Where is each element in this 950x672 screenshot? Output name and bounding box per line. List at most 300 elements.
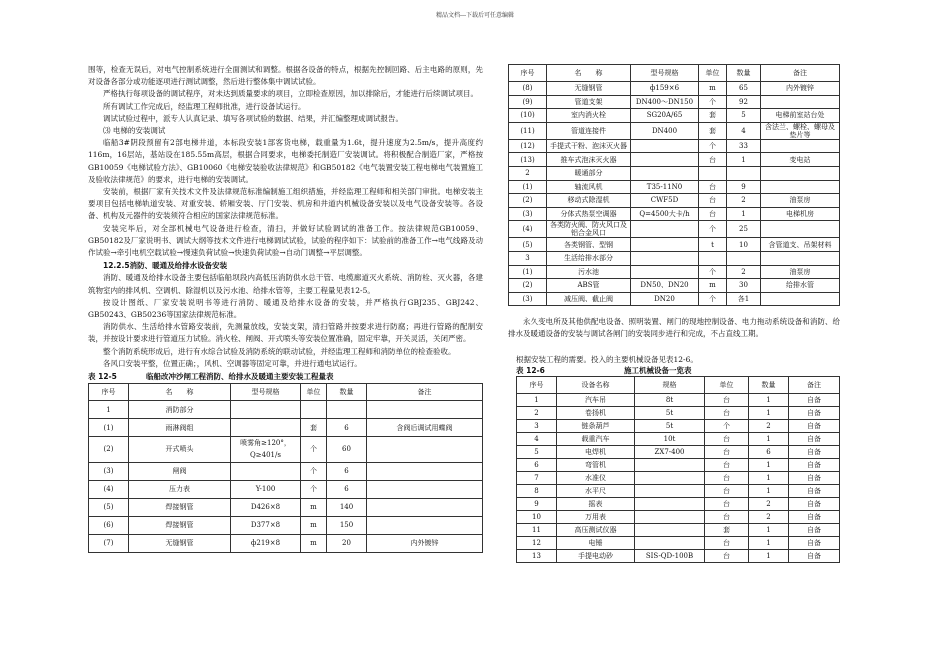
table-cell: 室内消火栓: [547, 109, 631, 123]
table-cell: 6: [327, 462, 367, 480]
table-cell: 65: [727, 82, 761, 96]
table-row: [89, 401, 483, 419]
table-cell: [231, 462, 301, 480]
table-cell: 5: [727, 109, 761, 123]
table-cell: DN20: [631, 292, 699, 306]
table-cell: 套: [301, 419, 327, 437]
table-cell: 9: [727, 180, 761, 194]
table-cell: 12: [517, 536, 557, 549]
table-cell: 各类钢管、型钢: [547, 238, 631, 252]
table-cell: [631, 265, 699, 279]
table-row: [509, 265, 840, 279]
page-header: 精品文档---下载后可任意编辑: [435, 12, 515, 19]
table-cell: 个: [705, 419, 749, 432]
table-cell: [635, 536, 705, 549]
table-cell: 消防部分: [129, 401, 231, 419]
table-cell: DN400～DN150: [631, 95, 699, 109]
table-cell: [631, 153, 699, 167]
table-cell: 5t: [635, 406, 705, 419]
table-cell: 自备: [789, 510, 840, 523]
table-cell: 60: [327, 437, 367, 462]
table-cell: (3): [509, 292, 547, 306]
column-header: 备注: [367, 384, 483, 401]
table-cell: (1): [509, 180, 547, 194]
table-cell: 1: [749, 393, 789, 406]
table-cell: 1: [749, 536, 789, 549]
table-title: 临船改冲沙闸工程消防、给排水及暖通主要安装工程量表: [146, 372, 334, 382]
table-cell: 手提式干粉、泡沫灭火器: [547, 139, 631, 153]
right-note-2: 根据安装工程的需要。投入的主要机械设备见表12-6。: [516, 354, 698, 364]
column-header: 序号: [509, 65, 547, 82]
table-cell: 2: [727, 265, 761, 279]
table-row: [517, 523, 840, 536]
table-12-6: [516, 376, 840, 563]
table-12-5: [88, 383, 483, 552]
table-cell: 自备: [789, 497, 840, 510]
table-cell: 个: [301, 437, 327, 462]
table-cell: 6: [517, 458, 557, 471]
table-cell: 焊接钢管: [129, 516, 231, 534]
table-cell: 3: [509, 251, 547, 265]
table-cell: (10): [509, 109, 547, 123]
table-cell: SIS-QD-100B: [635, 549, 705, 562]
table-cell: (5): [509, 238, 547, 252]
paragraph: 消防供水、生活给排水管路安装前，先测量放线，安装支架，清扫管路并按要求进行防腐；再进行管路的配制安装，并按设计要求进行管道压力试验。消火栓、闸阀、开式喷头等安装位置准确，固定牢靠，开关灵活，关闭严密。: [88, 322, 483, 344]
table-cell: [367, 498, 483, 516]
paragraph: 所有调试工作完成后，经监理工程师批准，进行设备试运行。: [103, 101, 306, 111]
table-cell: [761, 221, 840, 238]
table-cell: 闸阀: [129, 462, 231, 480]
table-cell: 1: [749, 458, 789, 471]
paragraph: ⑶ 电梯的安装调试: [103, 126, 166, 136]
table-cell: 污水池: [547, 265, 631, 279]
table-cell: 自备: [789, 458, 840, 471]
column-header: 备注: [789, 376, 840, 393]
table-row: [517, 432, 840, 445]
table-cell: SG20A/65: [631, 109, 699, 123]
paragraph: 安装完毕后，对全部机械电气设备进行检查，清扫，并做好试验调试的准备工作。按法律规范GB10059、GB50182及厂家说明书、调试大纲等技术文件进行电梯调试试验，试验的程序如下：试验前的准备工作→电气线路及动作试验→牵引电机空载试验→慢速负荷试验→快速负荷试验→自动门调整→平层调整。: [88, 223, 483, 258]
column-header: 型号规格: [631, 65, 699, 82]
paragraph: 严格执行每项设备的调试程序，对未达到质量要求的项目，立即检查原因，加以排除后，才能进行后续调试项目。: [103, 89, 478, 99]
table-cell: m: [301, 516, 327, 534]
table-cell: 1: [749, 406, 789, 419]
table-cell: [635, 510, 705, 523]
table-cell: 个: [699, 221, 727, 238]
table-cell: m: [301, 498, 327, 516]
table-cell: m: [699, 82, 727, 96]
table-cell: 载重汽车: [557, 432, 635, 445]
table-cell: 电梯机房: [761, 207, 840, 221]
table-row: [89, 480, 483, 498]
table-cell: [367, 437, 483, 462]
table-cell: 各类防火阀、防火风口及铝合金风口: [547, 221, 631, 238]
table-cell: 个: [699, 265, 727, 279]
table-cell: (3): [509, 207, 547, 221]
table-cell: 压力表: [129, 480, 231, 498]
table-cell: 1: [89, 401, 129, 419]
table-cell: [631, 139, 699, 153]
table-cell: 11: [517, 523, 557, 536]
table-cell: 无缝钢管: [547, 82, 631, 96]
table-cell: 2: [517, 406, 557, 419]
table-cell: 1: [517, 393, 557, 406]
table-cell: 水准仪: [557, 471, 635, 484]
table-cell: 卷扬机: [557, 406, 635, 419]
table-cell: 减压阀、截止阀: [547, 292, 631, 306]
table-cell: 给排水管: [761, 279, 840, 293]
table-cell: 150: [327, 516, 367, 534]
table-cell: [761, 166, 840, 180]
table-row: [509, 139, 840, 153]
table-cell: 8: [517, 484, 557, 497]
table-cell: 2: [509, 166, 547, 180]
table-cell: 台: [699, 207, 727, 221]
table-row: [517, 471, 840, 484]
table-cell: 台: [705, 406, 749, 419]
table-cell: 各1: [727, 292, 761, 306]
table-cell: 25: [727, 221, 761, 238]
paragraph: 按设计图纸、厂家安装说明书等进行消防、暖通及给排水设备的安装，并严格执行GBJ235、GBJ242、GB50243、GB50236等国家法律规范标准。: [88, 297, 483, 320]
table-cell: 台: [705, 484, 749, 497]
table-cell: 20: [327, 534, 367, 552]
table-cell: 7: [517, 471, 557, 484]
left-paragraphs-2: [88, 272, 483, 370]
table-row: [517, 536, 840, 549]
table-cell: (3): [89, 462, 129, 480]
table-row: [509, 166, 840, 180]
table-cell: 推车式泡沫灭火器: [547, 153, 631, 167]
paragraph: 围等，检查无误后，对电气控制系统进行全面测试和调整。根据各设备的特点，根据先控制回路、后主电路的原则，先对设备各部分或功能逐项进行测试调整，然后进行整体集中调试试验。: [88, 65, 483, 87]
table-row: [509, 180, 840, 194]
paragraph: 调试试验过程中，派专人认真记录、填写各项试验的数据、结果，并汇编整理成调试报告。: [103, 113, 403, 123]
table-cell: [761, 139, 840, 153]
table-row: [517, 419, 840, 432]
column-header: 规格: [635, 376, 705, 393]
table-cell: 10t: [635, 432, 705, 445]
table-cell: 开式喷头: [129, 437, 231, 462]
table-cell: 暖通部分: [547, 166, 631, 180]
table-cell: [367, 401, 483, 419]
table-cell: [761, 292, 840, 306]
table-cell: [231, 401, 301, 419]
column-header: 数量: [749, 376, 789, 393]
table-cell: 雨淋阀组: [129, 419, 231, 437]
table-row: [517, 484, 840, 497]
table-cell: (4): [89, 480, 129, 498]
table-cell: 1: [749, 523, 789, 536]
table-cell: 台: [699, 180, 727, 194]
table-cell: 自备: [789, 445, 840, 458]
table-cell: 套: [699, 109, 727, 123]
table-cell: m: [301, 534, 327, 552]
table-cell: 万用表: [557, 510, 635, 523]
table-cell: [727, 251, 761, 265]
table-cell: 焊接钢管: [129, 498, 231, 516]
table-cell: 2: [749, 419, 789, 432]
table-cell: 5: [517, 445, 557, 458]
table-cell: 个: [301, 480, 327, 498]
table-cell: 移动式除湿机: [547, 194, 631, 208]
table-cell: 台: [705, 393, 749, 406]
table-number: 表 12-5: [88, 372, 117, 382]
table-cell: [631, 221, 699, 238]
table-cell: 个: [699, 95, 727, 109]
table-cell: [635, 484, 705, 497]
table-cell: 套: [699, 122, 727, 139]
table-cell: CWF5D: [631, 194, 699, 208]
table-cell: 电梯前室站台处: [761, 109, 840, 123]
left-column: [88, 64, 483, 553]
paragraph: 安装前，根据厂家有关技术文件及法律规范标准编制施工组织措施，并经监理工程师和相关部门审批。电梯安装主要项目包括电梯轨道安装、对重安装、轿厢安装、厅门安装、机房和井道内机械设备安装以及电气设备安装等。各设备、机构及元器件的安装须符合相应的国家法律规范标准。: [88, 187, 483, 221]
table-cell: [367, 480, 483, 498]
table-cell: 13: [517, 549, 557, 562]
table-cell: [631, 251, 699, 265]
left-paragraphs: [88, 64, 483, 259]
table-row: [509, 238, 840, 252]
column-header: 序号: [517, 376, 557, 393]
table-row: [89, 419, 483, 437]
column-header: 名 称: [129, 384, 231, 401]
table-cell: 链条葫芦: [557, 419, 635, 432]
table-cell: [301, 401, 327, 419]
table-cell: 8t: [635, 393, 705, 406]
table-cell: [727, 166, 761, 180]
table-cell: 1: [749, 549, 789, 562]
table-cell: 含管道支、吊架材料: [761, 238, 840, 252]
table-cell: 2: [749, 510, 789, 523]
table-cell: [631, 238, 699, 252]
table-cell: 1: [749, 432, 789, 445]
table-cell: t: [699, 238, 727, 252]
table-row: [509, 207, 840, 221]
right-note-1: 永久变电所及其他供配电设备、照明装置、闸门的现地控制设备、电力拖动系统设备和消防、给排水及暖通设备的安装与调试各闸门的安装同步进行和完成，不占直线工期。: [508, 317, 840, 338]
table-row: [89, 462, 483, 480]
column-header: 设备名称: [557, 376, 635, 393]
table-cell: 自备: [789, 523, 840, 536]
table-row: [89, 516, 483, 534]
table-row: [509, 194, 840, 208]
table-cell: 含阀后调试用蝶阀: [367, 419, 483, 437]
table-cell: 台: [705, 458, 749, 471]
table-title: 施工机械设备一览表: [624, 365, 692, 375]
table-row: [517, 458, 840, 471]
table-cell: [699, 166, 727, 180]
table-cell: 内外镀锌: [761, 82, 840, 96]
table-cell: ZX7-400: [635, 445, 705, 458]
table-cell: DN50、DN20: [631, 279, 699, 293]
table-cell: 含法兰、螺栓、螺母及垫片等: [761, 122, 840, 139]
table-cell: [699, 251, 727, 265]
table-cell: ABS管: [547, 279, 631, 293]
table-cell: 6: [327, 480, 367, 498]
table-cell: ф159×6: [631, 82, 699, 96]
paragraph: 整个消防系统形成后，进行有水综合试验及消防系统的联动试验，并经监理工程师和消防单位的检查验收。: [103, 346, 456, 356]
table-cell: 33: [727, 139, 761, 153]
table-cell: 台: [699, 194, 727, 208]
table-cell: (13): [509, 153, 547, 167]
table-number: 表 12-6: [516, 365, 545, 375]
column-header: 单位: [705, 376, 749, 393]
table-cell: 自备: [789, 393, 840, 406]
column-header: 备注: [761, 65, 840, 82]
table-cell: [367, 462, 483, 480]
table-row: [89, 437, 483, 462]
table-cell: 6: [749, 445, 789, 458]
column-header: 型号规格: [231, 384, 301, 401]
table-cell: 手提电动砂: [557, 549, 635, 562]
table-row: [509, 109, 840, 123]
table-cell: (9): [509, 95, 547, 109]
table-cell: m: [699, 279, 727, 293]
table-cell: ф219×8: [231, 534, 301, 552]
table-cell: [761, 95, 840, 109]
table-row: [517, 406, 840, 419]
table-cell: 台: [705, 536, 749, 549]
column-header: 数量: [727, 65, 761, 82]
table-cell: 管道连接件: [547, 122, 631, 139]
table-cell: 分体式热泵空调器: [547, 207, 631, 221]
table-cell: (2): [89, 437, 129, 462]
table-cell: 内外镀锌: [367, 534, 483, 552]
table-cell: 汽车吊: [557, 393, 635, 406]
table-cell: 电焊机: [557, 445, 635, 458]
table-cell: [635, 523, 705, 536]
table-cell: 5t: [635, 419, 705, 432]
table-cell: [635, 471, 705, 484]
table-cell: 自备: [789, 471, 840, 484]
table-cell: (6): [89, 516, 129, 534]
table-cell: Q=4500大卡/h: [631, 207, 699, 221]
table-cell: DN400: [631, 122, 699, 139]
table-cell: [367, 516, 483, 534]
paragraph: 临船3#阴段预留有2部电梯井道，本标段安装1部客货电梯，载重量为1.6t，提升速度为2.5m/s，提升高度约116m，16层站，基站设在185.55m高层，根据合同要求，电梯委托制造厂安装调试。将积极配合制造厂家，严格按GB10059《电梯试验方法》、GB10060《电梯安装验收法律规范》和GB50182《电气装置安装工程电梯电气装置施工及验收法律规范》的要求，进行电梯的安装调试。: [88, 138, 483, 184]
table-cell: 4: [727, 122, 761, 139]
table-cell: 台: [705, 445, 749, 458]
table-cell: 4: [517, 432, 557, 445]
table-cell: 高压测试仪器: [557, 523, 635, 536]
column-header: 序号: [89, 384, 129, 401]
table-cell: (1): [89, 419, 129, 437]
table-cell: Y-100: [231, 480, 301, 498]
table-cell: [635, 458, 705, 471]
table-cell: (7): [89, 534, 129, 552]
column-header: 单位: [699, 65, 727, 82]
table-cell: 台: [699, 153, 727, 167]
table-cell: 10: [517, 510, 557, 523]
table-row: [509, 251, 840, 265]
right-column: [508, 64, 840, 563]
table-cell: 台: [705, 432, 749, 445]
table-cell: 台: [705, 471, 749, 484]
table-row: [509, 279, 840, 293]
table-cell: 自备: [789, 419, 840, 432]
table-cell: 1: [749, 471, 789, 484]
table-cell: 轴流风机: [547, 180, 631, 194]
table-row: [509, 82, 840, 96]
table-cell: 套: [705, 523, 749, 536]
table-cell: (1): [509, 265, 547, 279]
table-caption-12-5: [88, 371, 483, 383]
table-cell: 自备: [789, 484, 840, 497]
table-cell: [327, 401, 367, 419]
column-header: 单位: [301, 384, 327, 401]
table-cell: 140: [327, 498, 367, 516]
table-row: [517, 510, 840, 523]
table-cell: [231, 419, 301, 437]
table-cell: 92: [727, 95, 761, 109]
table-cell: (2): [509, 279, 547, 293]
table-cell: 电锤: [557, 536, 635, 549]
table-cell: T35-11N0: [631, 180, 699, 194]
section-title: 12.2.5消防、暖通及给排水设备安装: [103, 261, 228, 271]
table-cell: [761, 180, 840, 194]
table-cell: 无缝钢管: [129, 534, 231, 552]
table-cell: 2: [749, 497, 789, 510]
column-header: 名 称: [547, 65, 631, 82]
paragraph: 消防、暖通及给排水设备主要包括临船坝段内高低压消防供水总干管、电缆廊道灭火系统、消防栓、灭火器，各建筑物室内的排风机、空调机、除湿机以及污水池、给排水管等，主要工程量见表12-5。: [88, 273, 483, 295]
table-cell: 变电站: [761, 153, 840, 167]
table-cell: 个: [699, 139, 727, 153]
table-cell: 自备: [789, 549, 840, 562]
paragraph: 各风口安装平整，位置正确；，风机、空调器等固定可靠，并进行通电试运行。: [103, 358, 362, 368]
table-cell: 喷雾角≥120°，Q≥401/s: [231, 437, 301, 462]
table-cell: (2): [509, 194, 547, 208]
table-cell: 1: [749, 484, 789, 497]
table-cell: 个: [301, 462, 327, 480]
table-cell: 个: [699, 292, 727, 306]
table-row: [517, 497, 840, 510]
table-cell: 油泵房: [761, 194, 840, 208]
table-cell: 管道支架: [547, 95, 631, 109]
table-row: [509, 153, 840, 167]
table-cell: 9: [517, 497, 557, 510]
table-cell: (8): [509, 82, 547, 96]
table-cell: 水平尺: [557, 484, 635, 497]
table-row: [509, 221, 840, 238]
table-row: [509, 122, 840, 139]
table-cell: [635, 497, 705, 510]
table-cell: 10: [727, 238, 761, 252]
table-cell: 自备: [789, 432, 840, 445]
table-row: [89, 498, 483, 516]
table-cell: 台: [705, 510, 749, 523]
table-cell: (4): [509, 221, 547, 238]
table-row: [517, 393, 840, 406]
table-row: [517, 549, 840, 562]
table-caption-12-6: [516, 365, 840, 376]
table-cell: 30: [727, 279, 761, 293]
table-cell: 自备: [789, 536, 840, 549]
table-cell: [761, 251, 840, 265]
table-cell: 3: [517, 419, 557, 432]
table-cell: 摇表: [557, 497, 635, 510]
table-cell: D426×8: [231, 498, 301, 516]
table-row: [509, 292, 840, 306]
table-cell: 1: [727, 153, 761, 167]
column-header: 数量: [327, 384, 367, 401]
table-cell: 弯管机: [557, 458, 635, 471]
table-cell: D377×8: [231, 516, 301, 534]
table-cell: 生活给排水部分: [547, 251, 631, 265]
table-cell: (12): [509, 139, 547, 153]
table-cell: 6: [327, 419, 367, 437]
table-cell: 油泵房: [761, 265, 840, 279]
table-cell: 自备: [789, 406, 840, 419]
table-cell: [631, 166, 699, 180]
table-cell: 1: [727, 207, 761, 221]
table-12-5-continued: [508, 64, 840, 306]
table-cell: (11): [509, 122, 547, 139]
